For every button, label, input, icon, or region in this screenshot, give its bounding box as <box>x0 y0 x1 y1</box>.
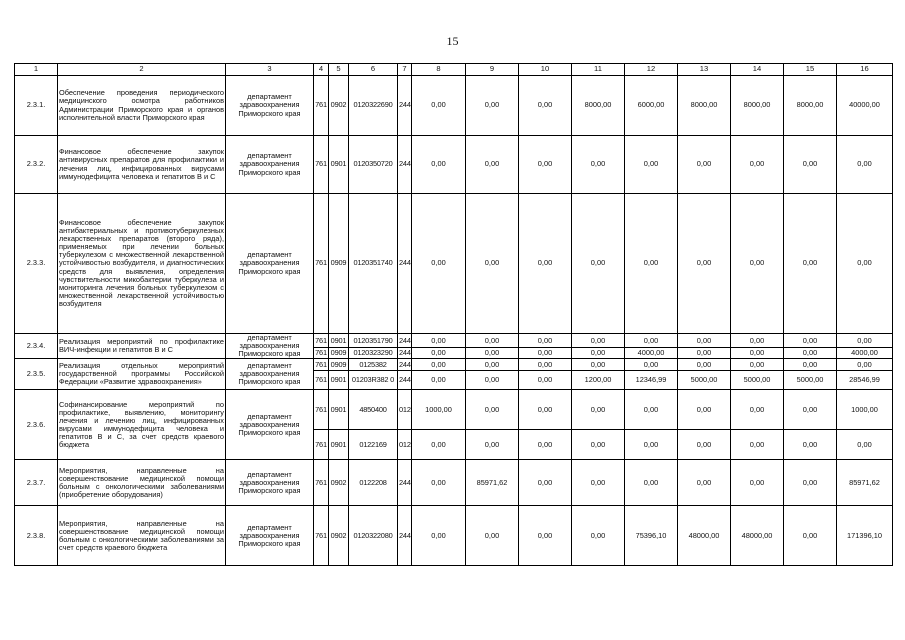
amount-cell: 0,00 <box>572 334 625 348</box>
code-target: 0120322690 <box>349 76 398 136</box>
item-number: 2.3.5. <box>15 359 58 390</box>
amount-cell: 0,00 <box>412 460 466 506</box>
amount-cell: 4000,00 <box>625 348 678 359</box>
code-ministry: 761 <box>314 334 329 348</box>
code-target: 0120323290 <box>349 348 398 359</box>
amount-cell: 0,00 <box>784 460 837 506</box>
amount-cell: 0,00 <box>678 348 731 359</box>
code-target: 0120350720 <box>349 136 398 194</box>
code-section: 0909 <box>329 194 349 334</box>
amount-cell: 0,00 <box>412 348 466 359</box>
code-expense: 244 <box>399 348 411 358</box>
table-row <box>15 460 893 506</box>
amount-cell: 85971,62 <box>837 460 893 506</box>
code-target: 0120351790 <box>349 334 398 348</box>
code-ministry: 761 <box>314 76 329 136</box>
amount-cell: 0,00 <box>519 348 572 359</box>
code-section: 0902 <box>329 506 349 566</box>
code-section: 0902 <box>329 76 349 136</box>
amount-cell: 48000,00 <box>678 506 731 566</box>
amount-cell: 0,00 <box>519 359 572 371</box>
amount-cell: 0,00 <box>572 136 625 194</box>
code-section: 0901 <box>329 371 349 390</box>
budget-table <box>14 63 893 566</box>
column-header: 4 <box>314 64 329 76</box>
code-expense: 244 <box>398 460 412 506</box>
amount-cell: 8000,00 <box>784 76 837 136</box>
amount-cell: 0,00 <box>731 194 784 334</box>
department: департамент здравоохранения Приморского края <box>226 390 314 460</box>
amount-cell: 0,00 <box>519 136 572 194</box>
department: департамент здравоохранения Приморского края <box>226 136 314 194</box>
amount-cell: 0,00 <box>625 460 678 506</box>
amount-cell: 0,00 <box>572 460 625 506</box>
amount-cell: 0,00 <box>519 506 572 566</box>
amount-cell: 0,00 <box>731 390 784 430</box>
amount-cell: 0,00 <box>731 334 784 348</box>
table-row <box>15 76 893 136</box>
amount-cell: 0,00 <box>466 76 519 136</box>
column-header: 16 <box>837 64 893 76</box>
column-header: 9 <box>466 64 519 76</box>
table-row <box>15 334 893 348</box>
department: департамент здравоохранения Приморского края <box>226 359 314 390</box>
amount-cell: 0,00 <box>678 359 731 371</box>
amount-cell: 0,00 <box>412 194 466 334</box>
amount-cell: 0,00 <box>466 506 519 566</box>
amount-cell: 0,00 <box>784 136 837 194</box>
amount-cell: 0,00 <box>412 371 466 390</box>
table-row <box>15 359 893 371</box>
amount-cell: 0,00 <box>784 194 837 334</box>
column-header: 5 <box>329 64 349 76</box>
amount-cell: 0,00 <box>731 136 784 194</box>
amount-cell: 0,00 <box>572 194 625 334</box>
amount-cell: 0,00 <box>466 334 519 348</box>
amount-cell: 5000,00 <box>731 371 784 390</box>
amount-cell: 85971,62 <box>466 460 519 506</box>
item-number: 2.3.4. <box>15 334 58 359</box>
amount-cell: 0,00 <box>466 359 519 371</box>
amount-cell: 0,00 <box>678 194 731 334</box>
amount-cell: 0,00 <box>625 334 678 348</box>
amount-cell: 0,00 <box>784 348 837 359</box>
column-header: 7 <box>398 64 412 76</box>
item-name: Мероприятия, направленные на совершенствование медицинской помощи больным с онкологическими заболеваниями (приобретение оборудования) <box>58 460 226 506</box>
code-ministry: 761 <box>314 194 329 334</box>
amount-cell: 0,00 <box>731 430 784 460</box>
code-ministry: 761 <box>315 348 327 358</box>
amount-cell: 75396,10 <box>625 506 678 566</box>
item-number: 2.3.2. <box>15 136 58 194</box>
department: департамент здравоохранения Приморского края <box>226 506 314 566</box>
code-expense: 244 <box>398 359 412 371</box>
department: департамент здравоохранения Приморского края <box>226 334 314 359</box>
code-expense: 244 <box>398 334 412 348</box>
department: департамент здравоохранения Приморского края <box>226 194 314 334</box>
code-target: 01203R382 0 <box>349 371 398 390</box>
item-name: Обеспечение проведения периодического медицинского осмотра работников Администрации Приморского края и органов исполнительной власти Приморского края <box>58 76 226 136</box>
item-number: 2.3.3. <box>15 194 58 334</box>
column-header: 6 <box>349 64 398 76</box>
amount-cell: 8000,00 <box>572 76 625 136</box>
amount-cell: 0,00 <box>466 371 519 390</box>
amount-cell: 0,00 <box>519 371 572 390</box>
amount-cell: 0,00 <box>412 430 466 460</box>
amount-cell: 0,00 <box>837 359 893 371</box>
column-header: 11 <box>572 64 625 76</box>
code-ministry: 761 <box>314 430 329 460</box>
item-name: Реализация мероприятий по профилактике ВИЧ-инфекции и гепатитов В и С <box>58 334 226 359</box>
amount-cell: 0,00 <box>731 359 784 371</box>
item-number: 2.3.7. <box>15 460 58 506</box>
amount-cell: 0,00 <box>784 359 837 371</box>
code-ministry: 761 <box>314 460 329 506</box>
department: департамент здравоохранения Приморского края <box>226 76 314 136</box>
amount-cell: 0,00 <box>678 460 731 506</box>
amount-cell: 0,00 <box>837 334 893 348</box>
amount-cell: 0,00 <box>625 359 678 371</box>
code-section: 0902 <box>329 460 349 506</box>
table-row <box>15 506 893 566</box>
amount-cell: 0,00 <box>466 194 519 334</box>
amount-cell: 0,00 <box>412 334 466 348</box>
code-ministry: 761 <box>314 359 329 371</box>
code-target: 4850400 <box>349 390 398 430</box>
amount-cell: 0,00 <box>731 460 784 506</box>
amount-cell: 0,00 <box>837 194 893 334</box>
amount-cell: 0,00 <box>678 334 731 348</box>
item-number: 2.3.1. <box>15 76 58 136</box>
column-header: 12 <box>625 64 678 76</box>
column-header: 3 <box>226 64 314 76</box>
code-section: 0901 <box>329 430 349 460</box>
code-ministry: 761 <box>314 136 329 194</box>
code-expense: 012 <box>398 430 412 460</box>
amount-cell: 0,00 <box>572 348 625 359</box>
amount-cell: 0,00 <box>519 334 572 348</box>
item-name: Реализация отдельных мероприятий государственной программы Российской Федерации «Развитие здравоохранения» <box>58 359 226 390</box>
amount-cell: 5000,00 <box>678 371 731 390</box>
item-name: Финансовое обеспечение закупок антивирусных препаратов для профилактики и лечения лиц, инфицированных вирусами иммунодефицита человека и гепатитов В и С <box>58 136 226 194</box>
code-section: 0909 <box>329 348 349 359</box>
amount-cell: 0,00 <box>412 136 466 194</box>
amount-cell: 5000,00 <box>784 371 837 390</box>
code-expense: 244 <box>398 506 412 566</box>
amount-cell: 0,00 <box>837 430 893 460</box>
amount-cell: 0,00 <box>784 430 837 460</box>
amount-cell: 28546,99 <box>837 371 893 390</box>
column-header: 8 <box>412 64 466 76</box>
amount-cell: 0,00 <box>784 334 837 348</box>
amount-cell: 0,00 <box>572 359 625 371</box>
amount-cell: 0,00 <box>678 390 731 430</box>
code-expense: 244 <box>398 76 412 136</box>
amount-cell: 40000,00 <box>837 76 893 136</box>
code-target: 0122169 <box>349 430 398 460</box>
code-expense: 244 <box>398 371 412 390</box>
column-header: 15 <box>784 64 837 76</box>
amount-cell: 4000,00 <box>837 348 893 359</box>
amount-cell: 0,00 <box>519 460 572 506</box>
amount-cell: 0,00 <box>572 390 625 430</box>
amount-cell: 0,00 <box>466 430 519 460</box>
header-row <box>15 64 893 76</box>
item-name: Софинансирование мероприятий по профилактике, выявлению, мониторингу лечения и лечению лиц, инфицированных вирусами иммунодефицита человека и гепатитов В и С, за счет средств краевого бюджета <box>58 390 226 460</box>
amount-cell: 0,00 <box>784 390 837 430</box>
amount-cell: 0,00 <box>466 390 519 430</box>
amount-cell: 8000,00 <box>731 76 784 136</box>
page-number: 15 <box>446 34 459 48</box>
code-ministry: 761 <box>314 390 329 430</box>
code-expense: 244 <box>398 136 412 194</box>
amount-cell: 1200,00 <box>572 371 625 390</box>
amount-cell: 0,00 <box>837 136 893 194</box>
code-section: 0901 <box>329 136 349 194</box>
amount-cell: 0,00 <box>731 348 784 359</box>
column-header: 2 <box>58 64 226 76</box>
code-ministry: 761 <box>314 371 329 390</box>
code-expense: 012 <box>398 390 412 430</box>
amount-cell: 0,00 <box>519 390 572 430</box>
column-header: 14 <box>731 64 784 76</box>
amount-cell: 0,00 <box>412 359 466 371</box>
code-target: 0120351740 <box>349 194 398 334</box>
amount-cell: 0,00 <box>412 76 466 136</box>
amount-cell: 0,00 <box>572 506 625 566</box>
amount-cell: 1000,00 <box>412 390 466 430</box>
code-target: 0125382 <box>349 359 398 371</box>
item-number: 2.3.6. <box>15 390 58 460</box>
column-header: 10 <box>519 64 572 76</box>
amount-cell: 0,00 <box>678 430 731 460</box>
amount-cell: 0,00 <box>519 76 572 136</box>
amount-cell: 0,00 <box>466 348 519 359</box>
amount-cell: 0,00 <box>625 194 678 334</box>
amount-cell: 12346,99 <box>625 371 678 390</box>
amount-cell: 0,00 <box>678 136 731 194</box>
amount-cell: 171396,10 <box>837 506 893 566</box>
code-target: 0122208 <box>349 460 398 506</box>
code-expense: 244 <box>398 194 412 334</box>
code-section: 0901 <box>329 334 349 348</box>
column-header: 13 <box>678 64 731 76</box>
table-row <box>15 194 893 334</box>
table-row <box>15 390 893 430</box>
amount-cell: 0,00 <box>572 430 625 460</box>
code-section: 0909 <box>329 359 349 371</box>
table-row <box>15 136 893 194</box>
amount-cell: 0,00 <box>412 506 466 566</box>
code-section: 0901 <box>329 390 349 430</box>
amount-cell: 0,00 <box>519 194 572 334</box>
item-name: Финансовое обеспечение закупок антибактериальных и противотуберкулезных лекарственных препаратов (второго ряда), применяемых при лечении больных туберкулезом с множественной лекарственной устойчивостью возбудителя, и диагностических средств для выявления, определения чувствительности микобактерии туберкулеза и мониторинга лечения больных туберкулезом с множественной лекарственной устойчивостью возбудителя <box>58 194 226 334</box>
amount-cell: 0,00 <box>519 430 572 460</box>
amount-cell: 1000,00 <box>837 390 893 430</box>
item-name: Мероприятия, направленные на совершенствование медицинской помощи больным с онкологическими заболеваниями за счет средств краевого бюджета <box>58 506 226 566</box>
column-header: 1 <box>15 64 58 76</box>
amount-cell: 48000,00 <box>731 506 784 566</box>
amount-cell: 8000,00 <box>678 76 731 136</box>
item-number: 2.3.8. <box>15 506 58 566</box>
amount-cell: 0,00 <box>625 390 678 430</box>
code-target: 0120322080 <box>349 506 398 566</box>
amount-cell: 0,00 <box>466 136 519 194</box>
amount-cell: 6000,00 <box>625 76 678 136</box>
amount-cell: 0,00 <box>625 136 678 194</box>
amount-cell: 0,00 <box>625 430 678 460</box>
department: департамент здравоохранения Приморского края <box>226 460 314 506</box>
code-ministry: 761 <box>314 506 329 566</box>
amount-cell: 0,00 <box>784 506 837 566</box>
